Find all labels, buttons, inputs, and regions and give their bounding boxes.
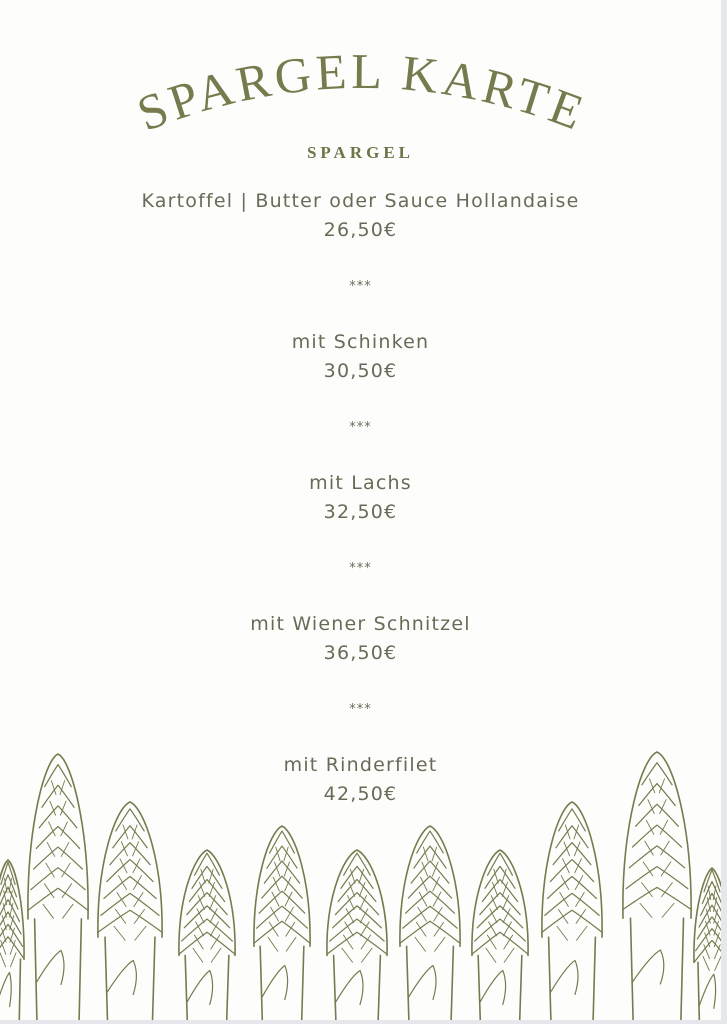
- asparagus-spear: [694, 868, 721, 1020]
- separator: ***: [349, 279, 372, 294]
- asparagus-spear: [542, 802, 602, 1020]
- asparagus-spear: [28, 754, 88, 1020]
- asparagus-spear: [179, 850, 235, 1020]
- dish-item: [0, 469, 721, 527]
- dish-list: [0, 187, 721, 809]
- dish-price: 26,50€: [323, 219, 398, 241]
- svg-text:SPARGEL KARTE: [130, 43, 594, 142]
- asparagus-spear: [98, 802, 162, 1020]
- separator: ***: [349, 561, 372, 576]
- asparagus-spear: [254, 826, 310, 1020]
- section-heading: SPARGEL: [306, 143, 415, 162]
- dish-item: [0, 328, 721, 386]
- page-edge: [721, 0, 727, 1024]
- dish-price: 30,50€: [323, 360, 398, 382]
- menu-title-text: SPARGEL KARTE: [129, 42, 595, 142]
- dish-item: [0, 187, 721, 245]
- separator: ***: [349, 702, 372, 717]
- dish-name: mit Wiener Schnitzel: [250, 613, 471, 635]
- asparagus-spear: [327, 850, 387, 1020]
- dish-name: mit Lachs: [309, 472, 412, 494]
- dish-item: [0, 610, 721, 668]
- separator: ***: [349, 420, 372, 435]
- dish-name: mit Rinderfilet: [283, 754, 438, 776]
- dish-name: Kartoffel | Butter oder Sauce Hollandaise: [141, 190, 580, 212]
- asparagus-spear: [623, 752, 691, 1020]
- asparagus-illustration: [0, 740, 721, 1020]
- asparagus-spear: [472, 850, 528, 1020]
- dish-price: 36,50€: [323, 642, 398, 664]
- dish-price: 42,50€: [323, 783, 398, 805]
- menu-title: [0, 40, 721, 160]
- dish-price: 32,50€: [323, 501, 398, 523]
- page-edge: [0, 1020, 727, 1024]
- dish-name: mit Schinken: [291, 331, 430, 353]
- asparagus-spear: [0, 860, 24, 1020]
- asparagus-spear: [400, 826, 460, 1020]
